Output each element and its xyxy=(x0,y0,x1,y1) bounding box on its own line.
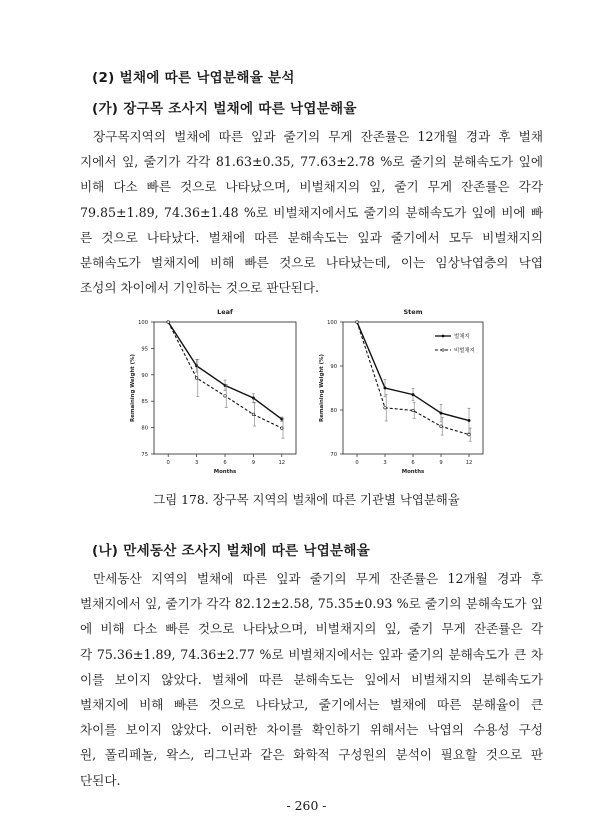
paragraph-a-line: 분해속도가 벌채지에 비해 빠른 것으로 나타났는데, 이는 임상낙엽층의 낙엽 xyxy=(80,254,543,270)
data-point xyxy=(412,409,415,412)
y-tick-label: 70 xyxy=(330,452,337,458)
data-point xyxy=(252,397,255,400)
paragraph-a-line: 조성의 차이에서 기인하는 것으로 판단된다. xyxy=(80,280,319,296)
y-tick-label: 75 xyxy=(141,452,148,458)
legend-marker xyxy=(442,349,444,351)
data-point xyxy=(440,412,443,415)
data-point xyxy=(468,419,471,422)
charts-svg xyxy=(118,300,498,475)
data-point xyxy=(412,393,415,396)
x-tick-label: 12 xyxy=(278,460,286,466)
paragraph-b-line: 차이를 보이지 않았다. 이러한 차이를 확인하기 위해서는 낙엽의 수용성 구성 xyxy=(80,722,543,738)
chart-panel-leaf xyxy=(130,308,296,475)
x-tick-label: 0 xyxy=(166,460,170,466)
series-line-unlogged xyxy=(168,322,282,428)
x-tick-label: 6 xyxy=(223,460,227,466)
data-point xyxy=(468,433,471,436)
figure-remaining-weight xyxy=(118,300,498,475)
chart-title: Stem xyxy=(403,308,423,316)
subsection-heading-b: (나) 만세동산 조사지 벌채에 따른 낙엽분해율 xyxy=(92,543,371,559)
data-point xyxy=(167,321,170,324)
y-tick-label: 80 xyxy=(141,425,148,432)
data-point xyxy=(281,427,284,430)
x-tick-label: 9 xyxy=(439,460,443,466)
y-tick-label: 100 xyxy=(138,320,148,326)
data-point xyxy=(440,425,443,428)
paragraph-b-line: 이를 보이지 않았다. 벌채에 따른 분해속도는 잎에서 비벌채지의 분해속도가 xyxy=(80,671,543,687)
data-point xyxy=(224,395,227,398)
paragraph-b-line: 벌채지에서 잎, 줄기가 각각 82.12±2.58, 75.35±0.93 %로 줄기의 분해속도가 잎 xyxy=(80,596,543,612)
series-line-unlogged xyxy=(357,322,469,435)
x-tick-label: 3 xyxy=(194,460,199,466)
x-tick-label: 9 xyxy=(251,460,256,466)
x-tick-label: 0 xyxy=(355,460,359,466)
figure-caption: 그림 178. 장구목 지역의 벌채에 따른 기관별 낙엽분해율 xyxy=(153,492,460,507)
legend-label: 벌채지 xyxy=(454,334,470,340)
paragraph-a-line: 79.85±1.89, 74.36±1.48 %로 비벌채지에서도 줄기의 분해속도가 잎에 비에 빠 xyxy=(80,204,543,220)
y-tick-label: 90 xyxy=(330,364,337,370)
data-point xyxy=(384,407,387,410)
y-axis-label: Remaining Weight (%) xyxy=(130,354,136,422)
x-tick-label: 6 xyxy=(411,460,415,466)
x-axis-label: Months xyxy=(401,469,425,475)
y-tick-label: 85 xyxy=(141,399,148,406)
y-tick-label: 90 xyxy=(141,372,148,379)
paragraph-a-line: 른 것으로 나타났다. 벌채에 따른 분해속도는 잎과 줄기에서 모두 비벌채지의 xyxy=(80,229,543,245)
x-tick-label: 12 xyxy=(465,460,473,466)
legend xyxy=(435,332,475,354)
paragraph-a-line: 비해 다소 빠른 것으로 나타났으며, 비벌채지의 잎, 줄기 무게 잔존률은 각각 xyxy=(80,179,543,195)
series-line-logged xyxy=(168,322,282,419)
paragraph-b-line: 원, 폴리페놀, 왁스, 리그닌과 같은 화학적 구성원의 분석이 필요할 것으로 판 xyxy=(80,747,543,763)
paragraph-a-line: 지에서 잎, 줄기가 각각 81.63±0.35, 77.63±2.78 %로 줄기의 분해속도가 잎에 xyxy=(80,154,543,170)
y-axis-label: Remaining Weight (%) xyxy=(319,354,325,422)
paragraph-b-line: 단된다. xyxy=(80,772,121,788)
subsection-heading-a: (가) 장구목 조사지 벌채에 따른 낙엽분해율 xyxy=(92,101,357,117)
page-number: - 260 - xyxy=(286,798,327,813)
legend-label: 비벌채지 xyxy=(454,348,475,354)
x-axis-label: Months xyxy=(213,469,237,475)
x-tick-label: 3 xyxy=(383,460,387,466)
data-point xyxy=(252,413,255,416)
chart-title: Leaf xyxy=(217,308,233,316)
data-point xyxy=(195,377,198,380)
y-tick-label: 100 xyxy=(327,320,337,326)
paragraph-b-line: 에 비해 다소 빠른 것으로 나타났으며, 비벌채지의 잎, 줄기 무게 잔존률은 각 xyxy=(80,621,543,637)
data-point xyxy=(384,387,387,390)
paragraph-b-line: 벌채지에 비해 빠른 것으로 나타났고, 줄기에서는 벌채에 따른 분해율이 큰 xyxy=(80,696,543,712)
chart-panel-stem xyxy=(319,308,483,475)
paragraph-a xyxy=(80,124,543,300)
y-tick-label: 80 xyxy=(330,408,337,414)
data-point xyxy=(356,321,359,324)
paragraph-b-line: 각 75.36±1.89, 74.36±2.77 %로 비벌채지에서는 잎과 줄기의 분해속도가 큰 차 xyxy=(80,646,543,662)
legend-marker xyxy=(442,335,445,338)
paragraph-b xyxy=(80,566,543,793)
y-tick-label: 95 xyxy=(141,346,148,353)
section-heading: (2) 벌채에 따른 낙엽분해율 분석 xyxy=(92,70,295,86)
paragraph-a-line: 장구목지역의 벌채에 따른 잎과 줄기의 무게 잔존률은 12개월 경과 후 벌채 xyxy=(93,129,543,144)
series-line-logged xyxy=(357,322,469,421)
paragraph-b-line: 만세동산 지역의 벌채에 따른 잎과 줄기의 무게 잔존률은 12개월 경과 후 xyxy=(93,571,543,586)
